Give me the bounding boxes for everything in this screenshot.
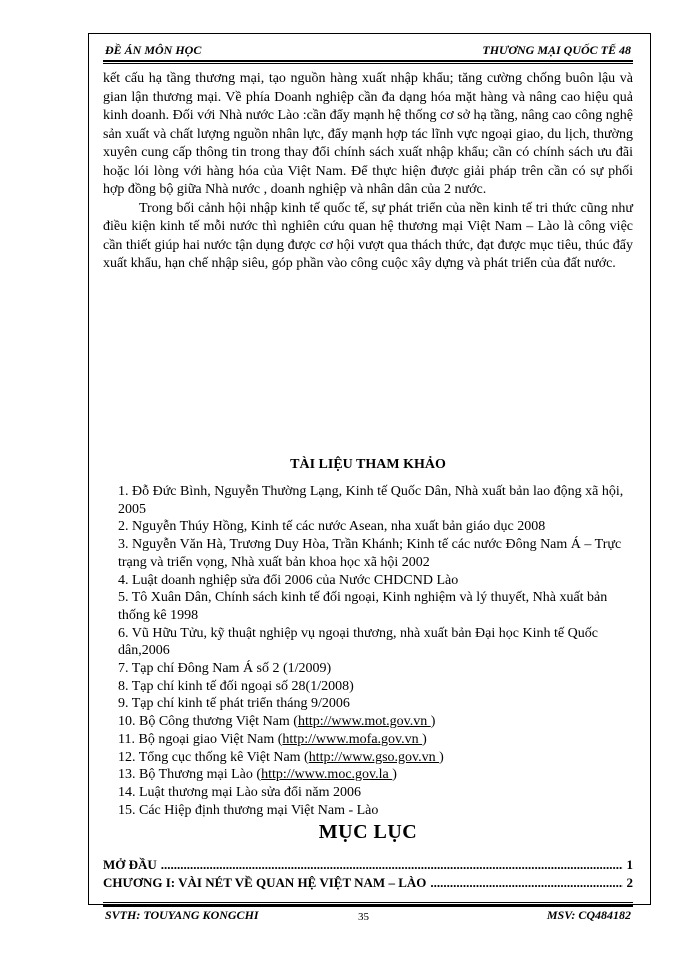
header-rule-thin [103, 63, 633, 64]
page-number: 35 [358, 911, 369, 923]
header-rule [103, 60, 633, 62]
reference-item: 10. Bộ Công thương Việt Nam (http://www.mot.gov.vn ) [118, 714, 436, 730]
reference-link-moc[interactable]: http://www.moc.gov.la [261, 767, 393, 783]
toc-entry-label: CHƯƠNG I: VÀI NÉT VỀ QUAN HỆ VIỆT NAM – LÀO [103, 875, 427, 890]
reference-item: 14. Luật thương mại Lào sửa đổi năm 2006 [118, 784, 362, 800]
toc-entry-page: 1 [626, 857, 633, 872]
toc-entry-page: 2 [626, 875, 633, 890]
toc-entry-introduction[interactable] [103, 857, 633, 875]
reference-link-mot[interactable]: http://www.mot.gov.vn [297, 714, 431, 730]
conclusion-text [103, 70, 633, 274]
reference-item: 1. Đỗ Đức Bình, Nguyễn Thường Lạng, Kinh tế Quốc Dân, Nhà xuất bản lao động xã hội, 2005 [118, 484, 624, 517]
reference-item: 5. Tô Xuân Dân, Chính sách kinh tế đối ngoại, Kinh nghiệm và lý thuyết, Nhà xuất bản thống kê 1998 [118, 590, 608, 623]
reference-item: 3. Nguyễn Văn Hà, Trương Duy Hòa, Trần Khánh; Kinh tế các nước Đông Nam Á – Trực trạng và triển vọng, Nhà xuất bản khoa học xã hội 2002 [118, 537, 622, 570]
toc-entry-label: MỞ ĐẦU [103, 857, 157, 872]
toc-leader-dots [161, 857, 623, 873]
reference-item: 15. Các Hiệp định thương mại Việt Nam - Lào [118, 802, 379, 818]
paragraph-2: Trong bối cảnh hội nhập kinh tế quốc tế, sự phát triển của nền kinh tế tri thức cũng như điều kiện kinh tế mỗi nước thì nghiên cứu quan hệ thương mại Việt Nam – Lào là công việc cần thiết giúp hai nước tận dụng được cơ hội vượt qua thách thức, đạt được mục tiêu, thúc đẩy xuất khẩu, hạn chế nhập siêu, góp phần vào công cuộc xây dựng và phát triển của đất nước. [103, 200, 633, 271]
page-header [103, 43, 633, 61]
footer-student-name: SVTH: TOUYANG KONGCHI [105, 908, 259, 922]
footer-rule-thick [103, 905, 633, 907]
references-heading: TÀI LIỆU THAM KHẢO [290, 457, 446, 472]
reference-item: 6. Vũ Hữu Tửu, kỹ thuật nghiệp vụ ngoại thương, nhà xuất bản Đại học Kinh tế Quốc dân,2006 [118, 625, 598, 659]
reference-item: 13. Bộ Thương mại Lào (http://www.moc.gov.la ) [118, 767, 397, 783]
reference-item: 2. Nguyễn Thúy Hồng, Kinh tế các nước Asean, nha xuất bản giáo dục 2008 [118, 519, 546, 535]
page-footer [103, 908, 633, 926]
paragraph-1: kết cấu hạ tầng thương mại, tạo nguồn hàng xuất nhập khẩu; tăng cường chống buôn lậu và gian lận thương mại. Về phía Doanh nghiệp cần đa dạng hóa mặt hàng và nâng cao hiệu quả kinh doanh. Đối với Nhà nước Lào :cần đẩy mạnh hệ thống cơ sở hạ tầng, nâng cao công nghệ sản xuất và chất lượng nguồn nhân lực, đẩy mạnh hợp tác lĩnh vực ngoại giao, du lịch, thường xuyên cung cấp thông tin trong thay đổi chính sách xuất nhập khẩu; cần có chính sách ưu đãi hoặc lói lòng với hàng hóa của Việt Nam. Để thực hiện được giải pháp trên cần có sự phối hợp đồng bộ giữa Nhà nước , doanh nghiệp và nhân dân của 2 nước. [103, 71, 633, 197]
reference-item: 12. Tổng cục thống kê Việt Nam (http://www.gso.gov.vn ) [118, 749, 444, 765]
toc-entry-chapter-1[interactable] [103, 875, 633, 893]
reference-item: 9. Tạp chí kinh tế phát triển tháng 9/2006 [118, 696, 350, 712]
reference-item: 4. Luật doanh nghiệp sửa đổi 2006 của Nước CHDCND Lào [118, 572, 459, 588]
toc-leader-dots [430, 875, 622, 891]
header-class-name: THƯƠNG MẠI QUỐC TẾ 48 [482, 43, 631, 57]
header-course-title: ĐỀ ÁN MÔN HỌC [105, 43, 202, 57]
references-list [118, 483, 633, 819]
reference-item: 8. Tạp chí kinh tế đối ngoại số 28(1/2008) [118, 678, 354, 694]
reference-item: 11. Bộ ngoại giao Việt Nam (http://www.mofa.gov.vn ) [118, 731, 427, 747]
reference-link-mofa[interactable]: http://www.mofa.gov.vn [282, 731, 423, 747]
footer-rule [103, 902, 633, 903]
toc-heading: MỤC LỤC [318, 821, 418, 843]
reference-item: 7. Tạp chí Đông Nam Á số 2 (1/2009) [118, 661, 332, 677]
reference-link-gso[interactable]: http://www.gso.gov.vn [308, 749, 440, 765]
footer-student-id: MSV: CQ484182 [546, 908, 631, 922]
